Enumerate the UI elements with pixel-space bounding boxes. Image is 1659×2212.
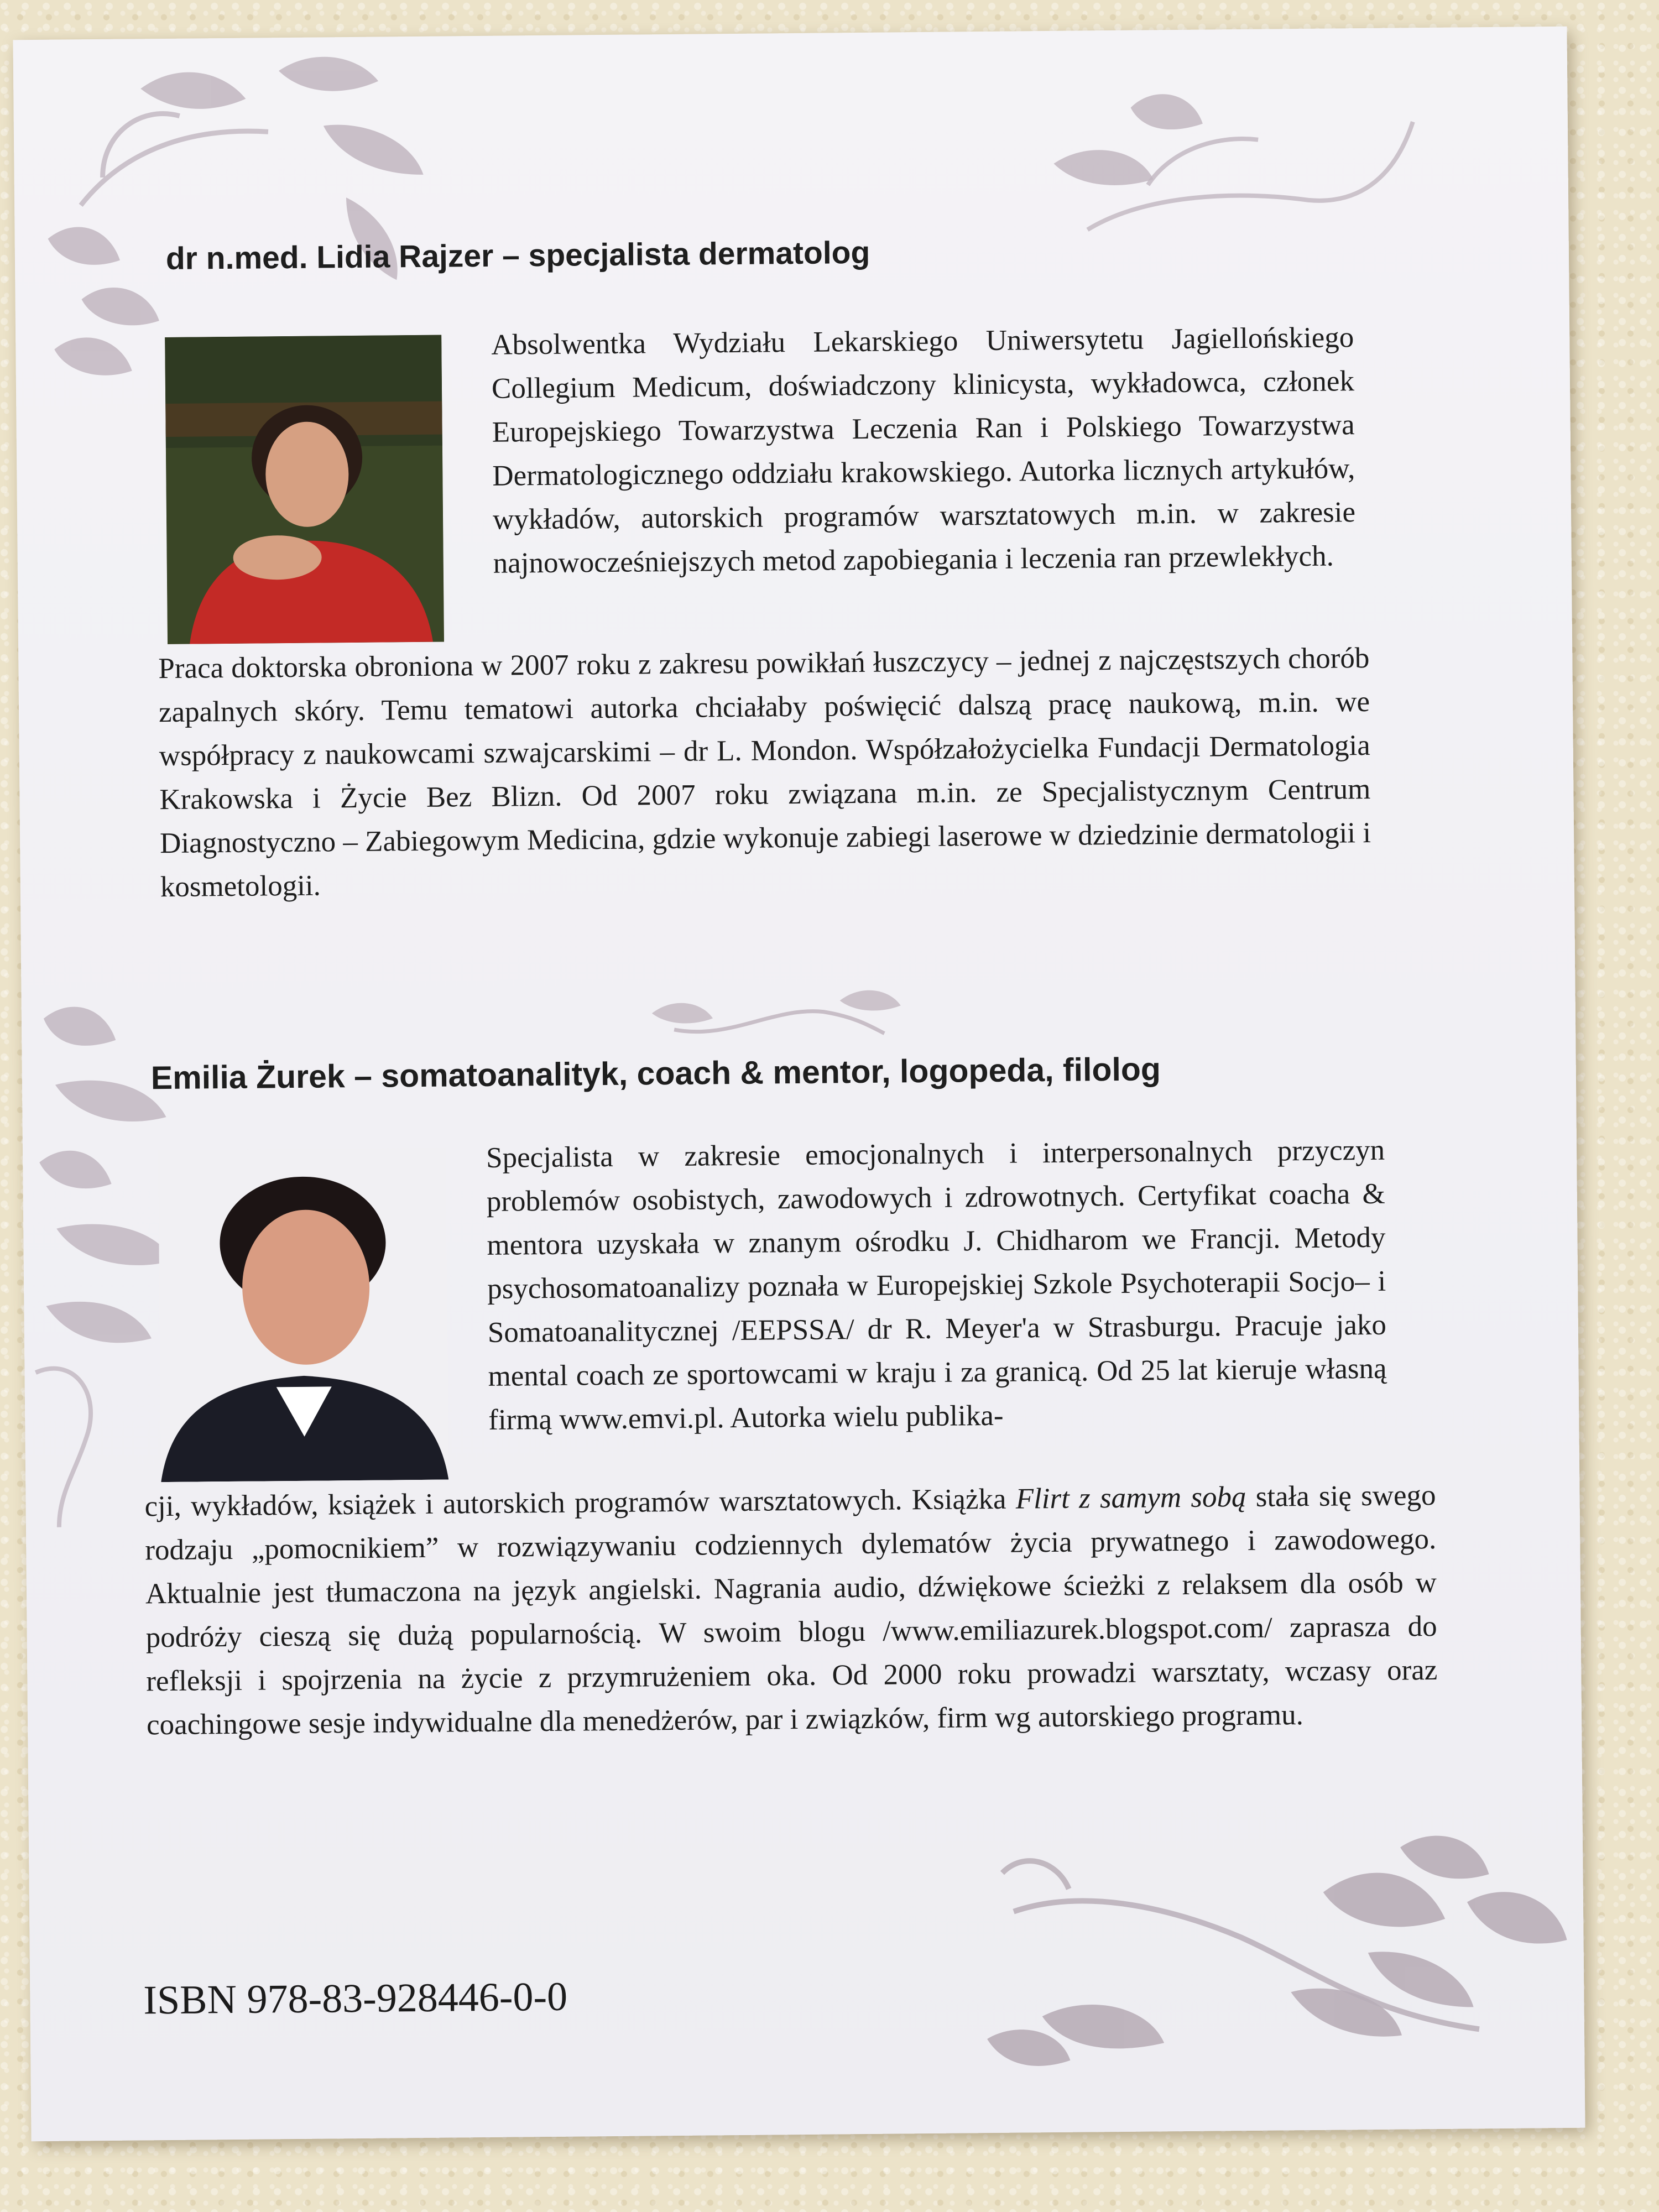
- bio-paragraph-intro-1: Absolwentka Wydziału Lekarskiego Uniwersytetu Jagiellońskiego Collegium Medicum, doświadczony klinicysta, wykładowca, członek Europejskiego Towarzystwa Leczenia Ran i Polskiego Towarzystwa Dermatologicznego oddziału krakowskiego. Autorka licznych artykułów, wykładów, autorskich programów warsztatowych m.in. w zakresie najnowocześniejszych metod zapobiegania i leczenia ran przewlekłych.: [491, 321, 1356, 580]
- bio-paragraph-rest-2: [144, 1474, 1438, 1747]
- floral-ornament-bottom-right: [980, 1824, 1585, 2105]
- floral-ornament-top-right: [1009, 61, 1442, 275]
- portrait-photo-lidia-rajzer: [165, 335, 444, 644]
- bio-text-part-b: stała się swego rodzaju „pomocnikiem” w rozwiązywaniu codziennych dylematów życia prywatnego i zawodowego. Aktualnie jest tłumaczona na język angielski. Nagrania audio, dźwiękowe ścieżki z relaksem dla osób w podróży cieszą się dużą popularnością. W swoim blogu /www.emiliazurek.blogspot.com/ zaprasza do refleksji i spojrzenia na życie z przymrużeniem oka. Od 2000 roku prowadzi warsztaty, wczasy oraz coachingowe sesje indywidualne dla menedżerów, par i związków, firm wg autorskiego programu.: [145, 1479, 1438, 1741]
- section-heading-dermatolog: dr n.med. Lidia Rajzer – specjalista dermatolog: [165, 234, 870, 276]
- section-heading-somatoanalityk: Emilia Żurek – somatoanalityk, coach & mentor, logopeda, filolog: [150, 1051, 1161, 1097]
- book-back-cover: [13, 27, 1585, 2141]
- bio-paragraph-intro-2: Specjalista w zakresie emocjonalnych i interpersonalnych przyczyn problemów osobistych, zawodowych i zdrowotnych. Certyfikat coacha & mentora uzyskała w znanym ośrodku J. Chidharom we Francji. Metody psychosomatoanalizy poznała w Europejskiej Szkole Psychoterapii Socjo– i Somatoanalitycznej /EEPSSA/ dr R. Meyer'a w Strasburgu. Pracuje jako mental coach ze sportowcami w kraju i za granicą. Od 25 lat kieruje własną firmą www.emvi.pl. Autorka wielu publika-: [486, 1134, 1387, 1436]
- bio-paragraph-rest-1: Praca doktorska obroniona w 2007 roku z zakresu powikłań łuszczycy – jednej z najczęstszych chorób zapalnych skóry. Temu tematowi autorka chciałaby poświęcić dalszą pracę naukową, m.in. we współpracy z naukowcami szwajcarskimi – dr L. Mondon. Współzałożycielka Fundacji Dermatologia Krakowska i Życie Bez Blizn. Od 2007 roku związana m.in. ze Specjalistycznym Centrum Diagnostyczno – Zabiegowym Medicina, gdzie wykonuje zabiegi laserowe w dziedzinie dermatologii i kosmetologii.: [158, 641, 1371, 904]
- portrait-photo-emilia-zurek: [158, 1148, 448, 1483]
- floral-ornament-middle: [640, 978, 906, 1046]
- portrait-illustration: [165, 335, 444, 644]
- bio-text-part-a: cji, wykładów, książek i autorskich programów warsztatowych. Książka: [144, 1483, 1016, 1523]
- isbn-number: ISBN 978-83-928446-0-0: [143, 1974, 568, 2023]
- portrait-illustration: [158, 1148, 448, 1483]
- book-title: Flirt z samym sobą: [1015, 1480, 1246, 1515]
